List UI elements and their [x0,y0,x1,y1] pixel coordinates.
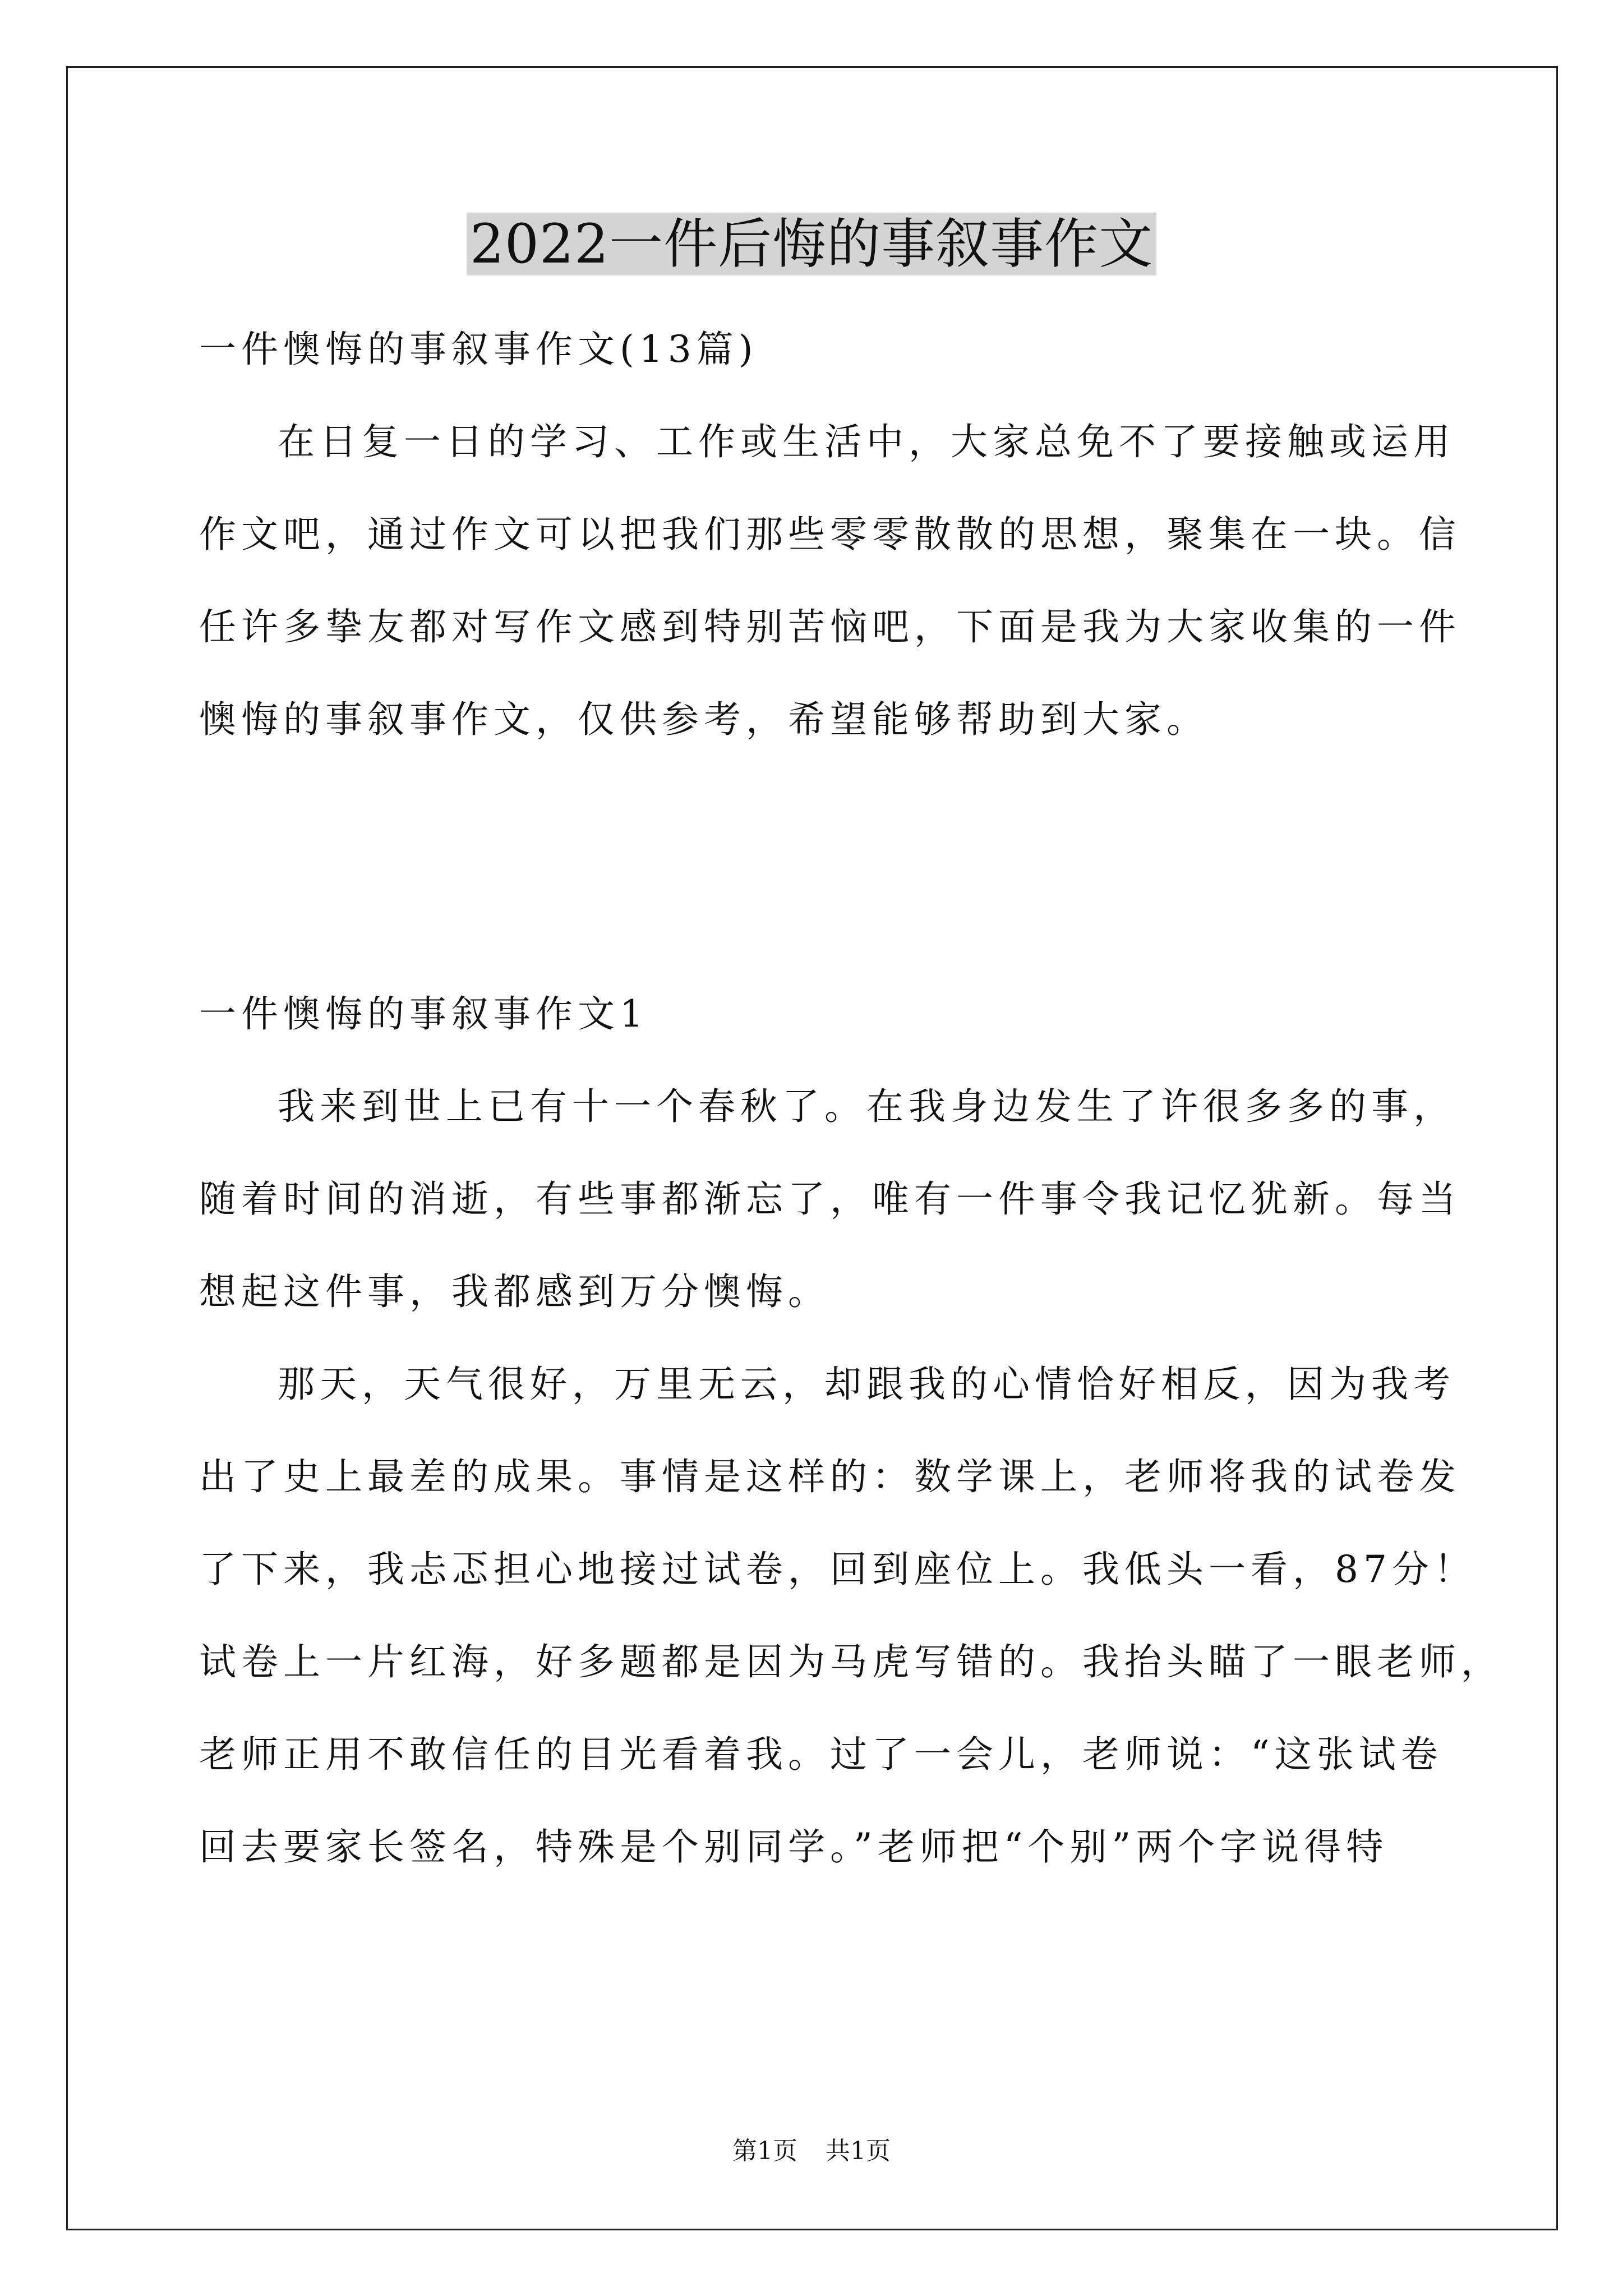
document-subtitle: 一件懊悔的事叙事作文(13篇) [199,328,758,371]
paragraph-line: 回去要家长签名，特殊是个别同学。”老师把“个别”两个字说得特 [199,1825,1389,1869]
document-title-text: 2022一件后悔的事叙事作文 [467,213,1156,275]
paragraph-line: 那天，天气很好，万里无云，却跟我的心情恰好相反，因为我考 [278,1363,1455,1406]
intro-line: 任许多挚友都对写作文感到特别苦恼吧，下面是我为大家收集的一件 [199,605,1461,648]
page-footer [0,2134,1623,2168]
subtitle-block [199,303,1433,395]
paragraph-2 [199,1338,1503,1893]
paragraph-line: 想起这件事，我都感到万分懊悔。 [199,1270,830,1313]
intro-line: 懊悔的事叙事作文，仅供参考，希望能够帮助到大家。 [199,698,1209,741]
section-heading: 一件懊悔的事叙事作文1 [199,992,648,1036]
paragraph-1 [199,1060,1461,1338]
paragraph-line: 试卷上一片红海，好多题都是因为马虎写错的。我抬头瞄了一眼老师， [199,1640,1503,1683]
intro-paragraph [199,395,1461,766]
section-heading-block [199,968,1433,1060]
page-total: 共1页 [826,2137,891,2165]
paragraph-line: 我来到世上已有十一个春秋了。在我身边发生了许很多多的事， [278,1085,1455,1128]
paragraph-line: 老师正用不敢信任的目光看着我。过了一会儿，老师说：“这张试卷 [199,1733,1443,1776]
intro-line: 作文吧，通过作文可以把我们那些零零散散的思想，聚集在一块。信 [199,513,1461,556]
paragraph-line: 出了史上最差的成果。事情是这样的：数学课上，老师将我的试卷发 [199,1455,1461,1498]
page-number: 第1页 [732,2137,797,2165]
document-title [0,208,1623,280]
paragraph-line: 了下来，我忐忑担心地接过试卷，回到座位上。我低头一看，87分！ [199,1548,1476,1591]
intro-line: 在日复一日的学习、工作或生活中，大家总免不了要接触或运用 [278,420,1455,463]
paragraph-line: 随着时间的消逝，有些事都渐忘了，唯有一件事令我记忆犹新。每当 [199,1177,1461,1221]
